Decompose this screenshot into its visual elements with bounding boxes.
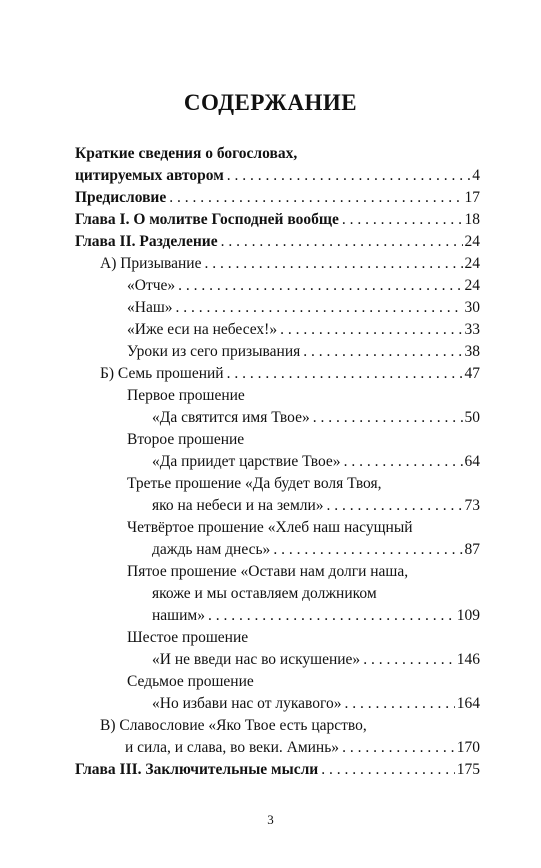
toc-page-number: 30 <box>464 299 480 316</box>
toc-entry <box>75 187 480 209</box>
dot-leader <box>204 253 462 275</box>
dot-leader <box>303 341 462 363</box>
dot-leader <box>176 297 463 319</box>
toc-entry-text: Краткие сведения о богословах, <box>75 145 298 162</box>
page-title: СОДЕРЖАНИЕ <box>183 90 358 115</box>
dot-leader <box>344 451 463 473</box>
toc-entry-text: даждь нам днесь» <box>152 541 271 558</box>
dot-leader <box>342 737 455 759</box>
toc-entry-line <box>75 627 480 649</box>
toc-entry-line <box>75 319 480 341</box>
toc-entry-line <box>75 407 480 429</box>
toc-page-number: 73 <box>464 497 480 514</box>
dot-leader <box>178 275 462 297</box>
toc-entry-line <box>75 517 480 539</box>
toc-entry <box>75 385 480 429</box>
toc-entry-line <box>75 649 480 671</box>
toc-page-number: 33 <box>464 321 480 338</box>
toc-entry <box>75 671 480 715</box>
toc-entry-text: и сила, и слава, во веки. Аминь» <box>125 739 340 756</box>
toc-entry-text: Первое прошение <box>127 387 245 404</box>
dot-leader <box>321 759 455 781</box>
toc-entry-text: Второе прошение <box>127 431 245 448</box>
toc-entry <box>75 297 480 319</box>
toc-entry-text: Четвёртое прошение «Хлеб наш насущный <box>127 519 413 536</box>
toc-entry-text: «Но избави нас от лукавого» <box>152 695 342 712</box>
toc-entry-text: «И не введи нас во искушение» <box>152 651 361 668</box>
toc-entry <box>75 517 480 561</box>
dot-leader <box>227 165 470 187</box>
toc-entry-line <box>75 165 480 187</box>
toc-entry <box>75 561 480 627</box>
toc-entry-text: В) Славословие «Яко Твое есть царство, <box>100 717 367 734</box>
dot-leader <box>344 693 454 715</box>
dot-leader <box>327 495 463 517</box>
toc-page-number: 18 <box>464 211 480 228</box>
dot-leader <box>208 605 455 627</box>
toc-entry-text: «Да приидет царствие Твое» <box>152 453 341 470</box>
toc-entry-text: Б) Семь прошений <box>100 365 224 382</box>
toc-entry-line <box>75 759 480 781</box>
toc-entry-text: якоже и мы оставляем должником <box>152 585 377 602</box>
toc-entry-text: Предисловие <box>75 189 167 206</box>
toc-entry <box>75 363 480 385</box>
toc-page-number: 47 <box>464 365 480 382</box>
toc-entry-text: нашим» <box>152 607 205 624</box>
toc-entry <box>75 231 480 253</box>
toc-entry-text: Шестое прошение <box>127 629 249 646</box>
toc-entry-text: «Отче» <box>127 277 176 294</box>
toc-entry-line <box>75 583 480 605</box>
toc-entry-line <box>75 473 480 495</box>
toc-entry-line <box>75 363 480 385</box>
toc-page-number: 87 <box>464 541 480 558</box>
toc-entry-line <box>75 143 480 165</box>
toc-entry <box>75 209 480 231</box>
toc-page-number: 4 <box>472 167 480 184</box>
toc-entry-text: Седьмое прошение <box>127 673 254 690</box>
toc-entry-line <box>75 737 480 759</box>
toc-page-number: 64 <box>464 453 480 470</box>
toc-entry <box>75 473 480 517</box>
toc-page-number: 50 <box>464 409 480 426</box>
toc-page-number: 164 <box>456 695 480 712</box>
toc-entry-line <box>75 451 480 473</box>
toc-entry-text: Уроки из сего призывания <box>127 343 301 360</box>
toc-entry-text: «Наш» <box>127 299 173 316</box>
page-number: 3 <box>267 812 274 827</box>
toc-entry-line <box>75 605 480 627</box>
toc-entry-line <box>75 275 480 297</box>
toc-entry-line <box>75 693 480 715</box>
toc-entry-text: яко на небеси и на земли» <box>152 497 324 514</box>
toc-entry-line <box>75 187 480 209</box>
dot-leader <box>227 363 463 385</box>
toc-entry-text: цитируемых автором <box>75 167 224 184</box>
dot-leader <box>342 209 463 231</box>
toc-entry <box>75 715 480 759</box>
toc-entry-line <box>75 341 480 363</box>
toc-entry-line <box>75 231 480 253</box>
toc-entry-line <box>75 297 480 319</box>
toc-entry <box>75 143 480 187</box>
toc-page-number: 146 <box>456 651 480 668</box>
toc-page-number: 175 <box>456 761 480 778</box>
toc-entry-line <box>75 209 480 231</box>
dot-leader <box>169 187 462 209</box>
toc-page-number: 170 <box>456 739 480 756</box>
toc-page-number: 109 <box>456 607 480 624</box>
toc-entry <box>75 627 480 671</box>
toc-page-number: 17 <box>464 189 480 206</box>
toc-entry-line <box>75 385 480 407</box>
dot-leader <box>221 231 463 253</box>
toc-page-number: 24 <box>464 277 480 294</box>
toc-page-number: 24 <box>464 233 480 250</box>
dot-leader <box>313 407 463 429</box>
toc-entry-line <box>75 495 480 517</box>
dot-leader <box>363 649 455 671</box>
toc-entry-text: Третье прошение «Да будет воля Твоя, <box>127 475 382 492</box>
toc-entry-line <box>75 429 480 451</box>
toc-entry-line <box>75 539 480 561</box>
toc-entry <box>75 319 480 341</box>
toc-entry <box>75 759 480 781</box>
toc-entry-line <box>75 715 480 737</box>
toc-entry-text: «Да святится имя Твое» <box>152 409 310 426</box>
dot-leader <box>273 539 462 561</box>
toc-entry-text: Глава II. Разделение <box>75 233 218 250</box>
toc-entry-text: А) Призывание <box>100 255 202 272</box>
toc-page-number: 38 <box>464 343 480 360</box>
toc-entry-text: Глава I. О молитве Господней вообще <box>75 211 339 228</box>
toc-entry <box>75 429 480 473</box>
toc-entry-text: Глава III. Заключительные мысли <box>75 761 319 778</box>
toc-entry-text: Пятое прошение «Остави нам долги наша, <box>127 563 409 580</box>
table-of-contents <box>75 143 480 781</box>
toc-entry <box>75 341 480 363</box>
toc-entry <box>75 253 480 275</box>
toc-page-number: 24 <box>464 255 480 272</box>
toc-entry <box>75 275 480 297</box>
toc-entry-text: «Иже еси на небесех!» <box>127 321 278 338</box>
dot-leader <box>280 319 462 341</box>
toc-entry-line <box>75 561 480 583</box>
toc-entry-line <box>75 253 480 275</box>
toc-entry-line <box>75 671 480 693</box>
